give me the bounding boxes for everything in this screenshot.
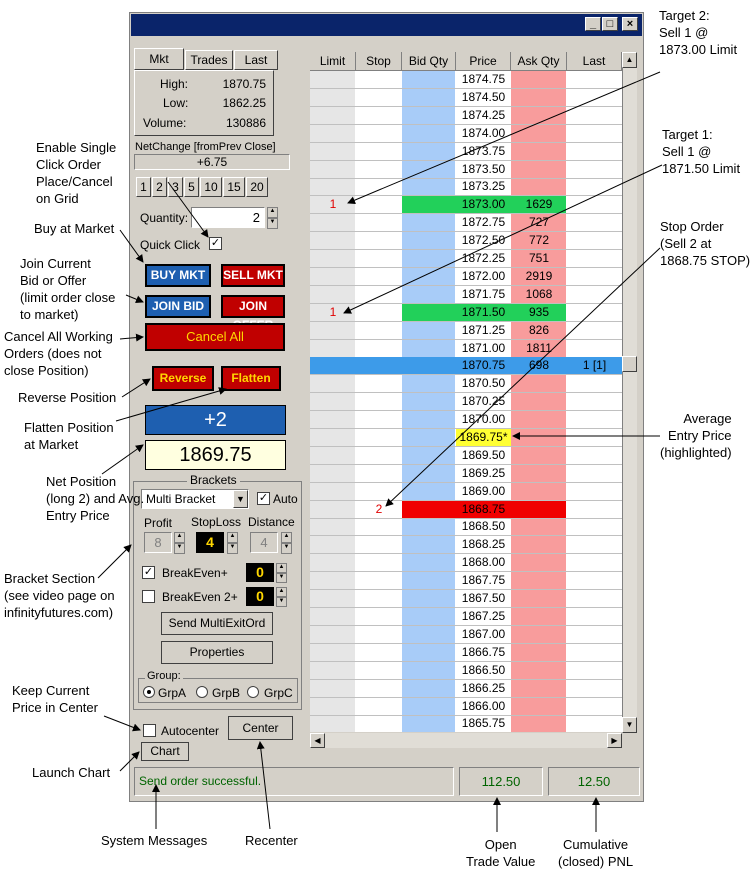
stoploss-down-icon[interactable]: ▼ xyxy=(227,543,238,554)
price-cell[interactable]: 1867.25 xyxy=(461,609,506,623)
header-ask-qty: Ask Qty xyxy=(511,52,567,71)
price-cell[interactable]: 1871.25 xyxy=(461,323,506,337)
volume-label: Volume: xyxy=(143,116,187,130)
stop-cell[interactable]: 2 xyxy=(375,502,383,516)
bracket-type-select[interactable]: Multi Bracket xyxy=(141,489,249,509)
netchange-value: +6.75 xyxy=(134,154,290,170)
annotation-keep-center: Keep Current Price in Center xyxy=(12,683,98,715)
price-cell[interactable]: 1872.50 xyxy=(461,233,506,247)
price-cell[interactable]: 1870.25 xyxy=(461,394,506,408)
breakeven2-label: BreakEven 2+ xyxy=(162,590,238,604)
annotation-target1: Target 1: Sell 1 @ 1871.50 Limit xyxy=(662,127,741,176)
center-button[interactable]: Center xyxy=(228,716,293,740)
distance-down-icon[interactable]: ▼ xyxy=(281,543,292,554)
price-cell[interactable]: 1869.25 xyxy=(461,466,506,480)
distance-label: Distance xyxy=(248,515,295,529)
price-cell[interactable]: 1874.25 xyxy=(461,108,506,122)
qty-preset-15[interactable]: 15 xyxy=(223,177,245,197)
price-cell[interactable]: 1868.75 xyxy=(461,502,506,516)
price-cell[interactable]: 1866.50 xyxy=(461,663,506,677)
ask-qty-cell[interactable]: 935 xyxy=(528,305,550,319)
reverse-button[interactable]: Reverse xyxy=(152,366,214,391)
price-cell[interactable]: 1870.50 xyxy=(461,376,506,390)
price-cell[interactable]: 1871.50 xyxy=(461,305,506,319)
header-price: Price xyxy=(456,52,511,71)
tab-last[interactable]: Last xyxy=(234,50,278,70)
annotation-bracket-section: Bracket Section (see video page on infinityfutures.com) xyxy=(4,571,115,620)
high-value: 1870.75 xyxy=(222,77,266,91)
ask-qty-cell[interactable]: 1068 xyxy=(525,287,553,301)
annotation-join-current: Join Current Bid or Offer (limit order close to market) xyxy=(20,256,116,322)
qty-preset-20[interactable]: 20 xyxy=(246,177,268,197)
chart-button[interactable]: Chart xyxy=(141,742,189,761)
price-cell[interactable]: 1868.00 xyxy=(461,555,506,569)
annotation-avg-entry: Average Entry Price (highlighted) xyxy=(660,411,732,460)
auto-label: Auto xyxy=(273,492,298,506)
price-cell[interactable]: 1873.75 xyxy=(461,144,506,158)
breakeven1-label: BreakEven+ xyxy=(162,566,228,580)
open-trade-value: 112.50 xyxy=(459,767,543,796)
sell-mkt-button[interactable]: SELL MKT xyxy=(221,264,285,287)
annotation-net-position: Net Position (long 2) and Avg. Entry Price xyxy=(46,474,145,523)
price-cell[interactable]: 1868.50 xyxy=(461,519,506,533)
profit-input[interactable]: 8 xyxy=(144,532,172,553)
qty-preset-2[interactable]: 2 xyxy=(152,177,167,197)
ask-qty-cell[interactable]: 1811 xyxy=(526,341,552,355)
ask-qty-cell[interactable]: 1629 xyxy=(525,197,553,211)
scroll-left-icon[interactable]: ◀ xyxy=(310,733,325,748)
distance-input[interactable]: 4 xyxy=(250,532,278,553)
price-cell[interactable]: 1867.75 xyxy=(461,573,506,587)
price-cell[interactable]: 1865.75 xyxy=(461,716,506,730)
annotation-recenter: Recenter xyxy=(245,833,298,848)
stoploss-input[interactable]: 4 xyxy=(196,532,224,553)
volume-value: 130886 xyxy=(225,116,266,130)
qty-preset-5[interactable]: 5 xyxy=(184,177,199,197)
distance-up-icon[interactable]: ▲ xyxy=(281,532,292,543)
group-label: Group: xyxy=(147,670,181,682)
ask-qty-cell[interactable]: 727 xyxy=(528,215,550,229)
header-last: Last xyxy=(567,52,622,71)
net-position-display: +2 xyxy=(145,405,286,435)
tab-mkt[interactable]: Mkt xyxy=(134,48,184,70)
limit-cell[interactable]: 1 xyxy=(329,305,337,319)
breakeven1-checkbox[interactable]: ✓ xyxy=(143,566,154,578)
profit-down-icon[interactable]: ▼ xyxy=(174,543,185,554)
profit-up-icon[interactable]: ▲ xyxy=(174,532,185,543)
price-cell[interactable]: 1874.50 xyxy=(461,90,506,104)
group-c-label: GrpC xyxy=(264,686,293,700)
annotation-launch-chart: Launch Chart xyxy=(32,765,111,780)
ask-qty-cell[interactable]: 772 xyxy=(528,233,550,247)
quick-click-label: Quick Click xyxy=(140,238,201,252)
autocenter-label: Autocenter xyxy=(161,724,220,738)
breakeven2-input[interactable]: 0 xyxy=(246,587,274,606)
close-icon[interactable]: × xyxy=(622,17,638,31)
annotation-cumulative: Cumulative (closed) PNL xyxy=(558,837,634,869)
stoploss-label: StopLoss xyxy=(191,515,242,529)
ask-qty-cell[interactable]: 826 xyxy=(528,323,550,337)
auto-checkbox[interactable]: ✓ xyxy=(258,492,269,504)
high-label: High: xyxy=(160,77,189,91)
price-cell[interactable]: 1870.75 xyxy=(456,357,511,374)
breakeven1-input[interactable]: 0 xyxy=(246,563,274,582)
chevron-down-icon[interactable]: ▼ xyxy=(233,490,248,508)
annotation-single-click: Enable Single Click Order Place/Cancel on Grid xyxy=(36,140,117,206)
annotation-reverse: Reverse Position xyxy=(18,390,117,405)
price-cell[interactable]: 1873.00 xyxy=(461,197,506,211)
price-cell[interactable]: 1866.00 xyxy=(461,699,506,713)
brackets-title: Brackets xyxy=(187,473,240,487)
price-cell[interactable]: 1867.00 xyxy=(461,627,506,641)
ask-qty-cell[interactable]: 751 xyxy=(528,251,550,265)
price-cell[interactable]: 1871.75 xyxy=(461,287,506,301)
join-bid-button[interactable]: JOIN BID xyxy=(145,295,211,318)
scroll-right-icon[interactable]: ▶ xyxy=(607,733,622,748)
flatten-button[interactable]: Flatten xyxy=(221,366,281,391)
quick-click-checkbox[interactable]: ✓ xyxy=(210,237,221,249)
quantity-input[interactable]: 2 xyxy=(191,207,265,228)
price-cell[interactable]: 1868.25 xyxy=(461,537,506,551)
annotation-system-messages: System Messages xyxy=(101,833,208,848)
price-cell[interactable]: 1867.50 xyxy=(461,591,506,605)
breakeven2-down-icon[interactable]: ▼ xyxy=(276,597,287,607)
maximize-icon[interactable]: □ xyxy=(602,17,618,31)
breakeven1-up-icon[interactable]: ▲ xyxy=(276,563,287,573)
price-cell[interactable]: 1870.00 xyxy=(461,412,506,426)
cumulative-pnl: 12.50 xyxy=(548,767,640,796)
ask-qty-cell[interactable]: 698 xyxy=(528,358,550,372)
price-cell[interactable]: 1873.25 xyxy=(461,179,506,193)
send-multi-exit-button[interactable]: Send MultiExitOrd xyxy=(161,612,273,635)
minimize-icon[interactable]: _ xyxy=(585,17,601,31)
price-cell[interactable]: 1871.00 xyxy=(461,341,506,355)
last-cell[interactable]: 1 [1] xyxy=(582,358,607,372)
price-cell[interactable]: 1874.00 xyxy=(461,126,506,140)
qty-preset-10[interactable]: 10 xyxy=(200,177,222,197)
join-offer-button[interactable]: JOIN xyxy=(221,295,285,318)
qty-preset-3[interactable]: 3 xyxy=(168,177,183,197)
price-cell[interactable]: 1874.75 xyxy=(461,72,506,86)
price-cell[interactable]: 1873.50 xyxy=(461,162,506,176)
system-message: Send order successful. xyxy=(134,767,454,796)
scroll-up-icon[interactable]: ▲ xyxy=(622,52,637,68)
price-cell[interactable]: 1869.50 xyxy=(461,448,506,462)
avg-entry-display: 1869.75 xyxy=(145,440,286,470)
quantity-down-icon[interactable]: ▼ xyxy=(267,218,278,229)
price-cell[interactable]: 1872.00 xyxy=(461,269,506,283)
price-cell[interactable]: 1866.25 xyxy=(461,681,506,695)
header-bid-qty: Bid Qty xyxy=(402,52,456,71)
price-cell[interactable]: 1872.75 xyxy=(461,215,506,229)
netchange-label: NetChange [fromPrev Close] xyxy=(135,141,276,153)
breakeven1-down-icon[interactable]: ▼ xyxy=(276,573,287,583)
group-a-label: GrpA xyxy=(158,686,187,700)
annotation-open-trade: Open Trade Value xyxy=(466,837,536,869)
low-value: 1862.25 xyxy=(222,96,266,110)
quantity-label: Quantity: xyxy=(140,211,189,225)
quantity-up-icon[interactable]: ▲ xyxy=(267,207,278,218)
properties-button[interactable]: Properties xyxy=(161,641,273,664)
annotation-buy-market: Buy at Market xyxy=(34,221,115,236)
price-cell[interactable]: 1866.75 xyxy=(461,645,506,659)
annotation-cancel-all: Cancel All Working Orders (does not close Position) xyxy=(4,329,113,378)
annotation-stop-order: Stop Order (Sell 2 at 1868.75 STOP) xyxy=(660,219,751,268)
header-limit: Limit xyxy=(310,52,356,71)
limit-cell[interactable]: 1 xyxy=(329,197,337,211)
header-stop: Stop xyxy=(356,52,402,71)
tab-trades[interactable]: Trades xyxy=(185,50,233,70)
cancel-all-button[interactable]: Cancel All xyxy=(145,323,285,351)
breakeven2-up-icon[interactable]: ▲ xyxy=(276,587,287,597)
price-cell[interactable]: 1869.00 xyxy=(461,484,506,498)
stoploss-up-icon[interactable]: ▲ xyxy=(227,532,238,543)
ask-qty-cell[interactable]: 2919 xyxy=(525,269,553,283)
annotation-target2: Target 2: Sell 1 @ 1873.00 Limit xyxy=(659,8,738,57)
buy-mkt-button[interactable]: BUY MKT xyxy=(145,264,211,287)
low-label: Low: xyxy=(163,96,189,110)
profit-label: Profit xyxy=(144,516,173,530)
price-cell[interactable]: 1872.25 xyxy=(461,251,506,265)
scroll-down-icon[interactable]: ▼ xyxy=(622,717,637,733)
price-cell[interactable]: 1869.75* xyxy=(456,429,511,446)
group-b-label: GrpB xyxy=(212,686,241,700)
annotation-flatten: Flatten Position at Market xyxy=(24,420,114,452)
qty-preset-1[interactable]: 1 xyxy=(136,177,151,197)
